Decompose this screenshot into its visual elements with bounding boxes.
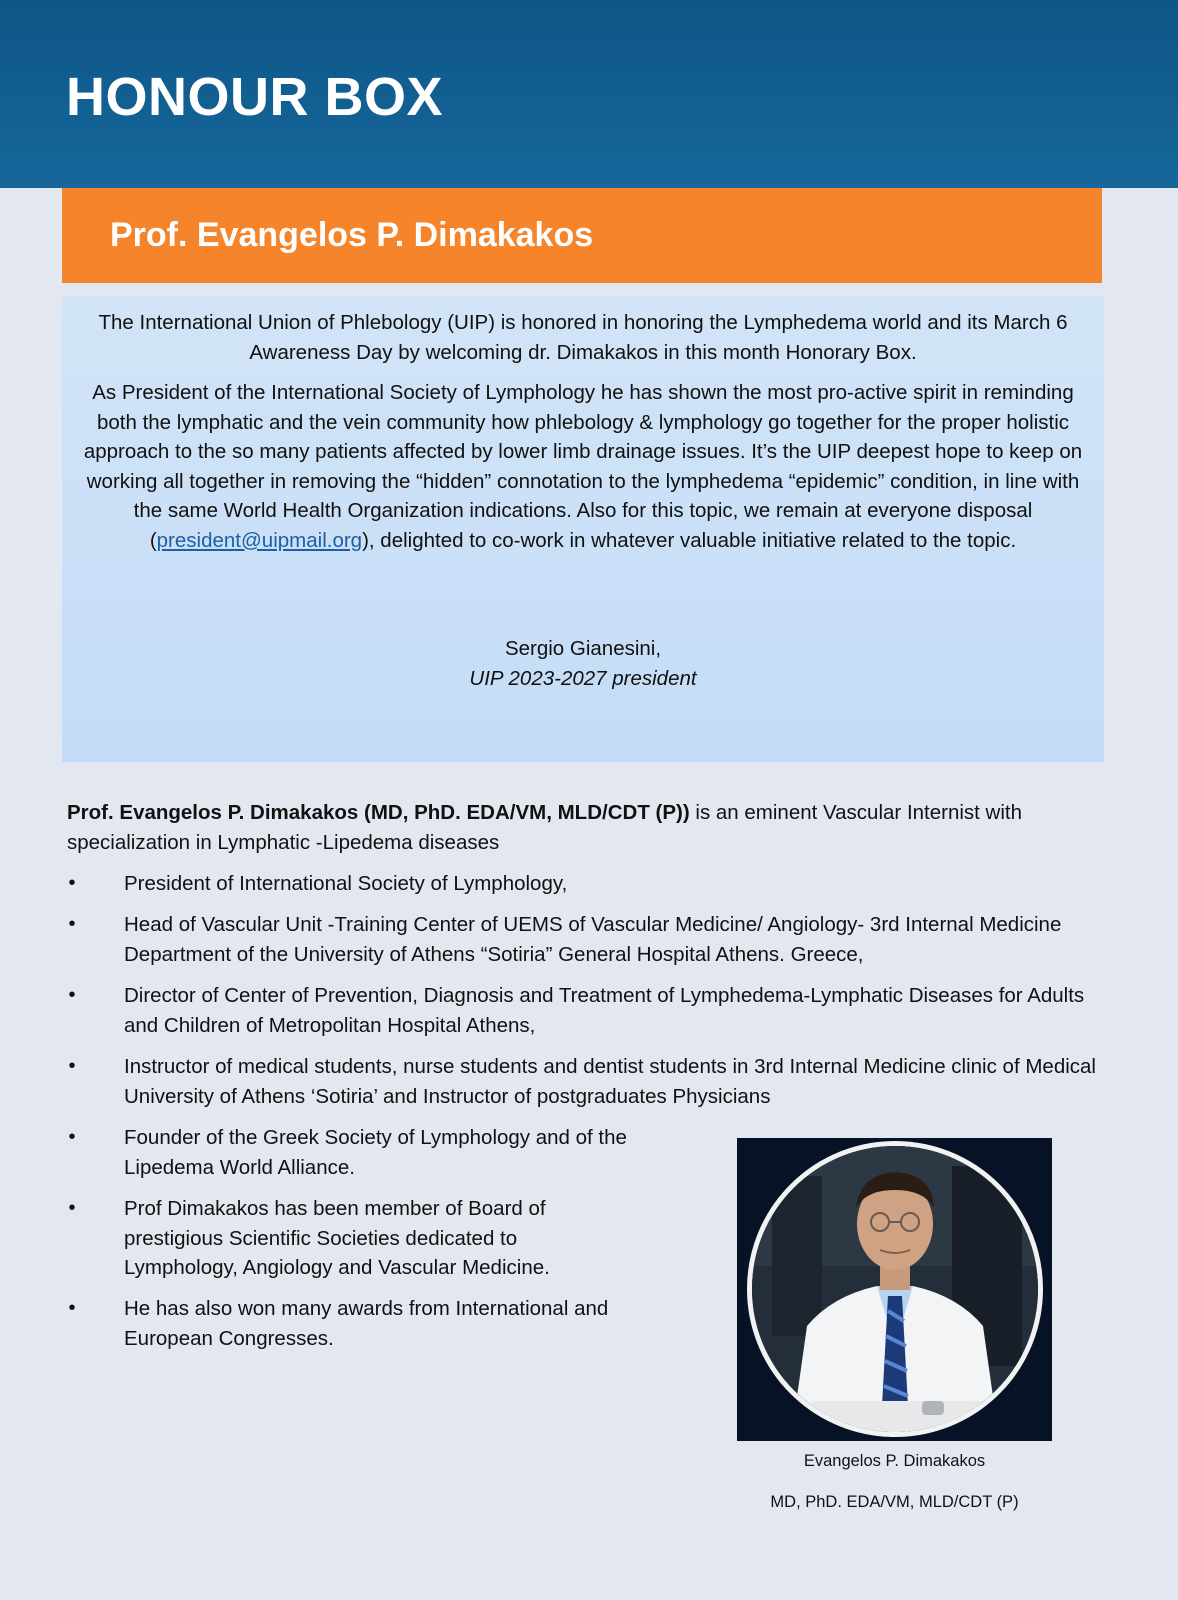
list-item-text: Head of Vascular Unit -Training Center of UEMS of Vascular Medicine/ Angiology- 3rd Internal Medicine Department of the University of Athens “Sotiria” General Hospital Athens. Greece, xyxy=(124,913,1062,966)
honoree-name: Prof. Evangelos P. Dimakakos xyxy=(110,216,594,254)
header-bar xyxy=(0,0,1178,188)
portrait-circle xyxy=(747,1141,1043,1437)
portrait-illustration xyxy=(752,1146,1038,1432)
list-item-text: President of International Society of Lymphology, xyxy=(124,872,568,895)
message-paragraph-1: The International Union of Phlebology (UIP) is honored in honoring the Lymphedema world and its March 6 Awareness Day by welcoming dr. Dimakakos in this month Honorary Box. xyxy=(98,311,1068,364)
bullet-icon: • xyxy=(68,1126,76,1148)
signature xyxy=(62,634,1104,693)
signature-name: Sergio Gianesini, xyxy=(504,637,662,660)
signature-role: UIP 2023-2027 president xyxy=(469,666,697,690)
list-item-text: He has also won many awards from International and European Congresses. xyxy=(124,1297,609,1350)
bio-intro xyxy=(67,798,1107,858)
bio-intro-name: Prof. Evangelos P. Dimakakos (MD, PhD. EDA/VM, MLD/CDT (P)) xyxy=(67,801,690,824)
bio-intro-description: is an eminent Vascular Internist with specialization in Lymphatic -Lipedema diseases xyxy=(67,801,1023,854)
page-title: HONOUR BOX xyxy=(66,67,444,127)
bullet-icon: • xyxy=(68,913,76,935)
message-paragraph-2 xyxy=(72,378,1094,555)
list-item-text: Instructor of medical students, nurse students and dentist students in 3rd Internal Medicine clinic of Medical University of Athens ‘Sotiria’ and Instructor of postgraduates Physicians xyxy=(124,1055,1096,1108)
portrait-photo xyxy=(737,1138,1052,1441)
list-item-text: Prof Dimakakos has been member of Board of prestigious Scientific Societies dedicated to Lymphology, Angiology and Vascular Medicine. xyxy=(124,1197,550,1279)
name-banner xyxy=(62,188,1102,283)
message-text-after-email: ), delighted to co-work in whatever valuable initiative related to the topic. xyxy=(362,528,1017,552)
photo-caption-name: Evangelos P. Dimakakos xyxy=(803,1452,986,1470)
bullet-icon: • xyxy=(68,1055,76,1077)
bullet-icon: • xyxy=(68,1297,76,1319)
list-item-text: Director of Center of Prevention, Diagnosis and Treatment of Lymphedema-Lymphatic Diseases for Adults and Children of Metropolitan Hospital Athens, xyxy=(124,984,1085,1037)
email-link[interactable]: president@uipmail.org xyxy=(156,528,363,552)
photo-caption-credentials: MD, PhD. EDA/VM, MLD/CDT (P) xyxy=(770,1493,1019,1511)
president-message-box xyxy=(62,296,1104,762)
list-item-text: Founder of the Greek Society of Lymphology and of the Lipedema World Alliance. xyxy=(124,1126,627,1179)
bullet-icon: • xyxy=(68,1197,76,1219)
bullet-icon: • xyxy=(68,872,76,894)
message-text-before-email: As President of the International Society of Lymphology he has shown the most pro-active spirit in reminding both the lymphatic and the vein community how phlebology & lymphology go together for the proper holistic approach to the so many patients affected by lower limb drainage issues. It’s the UIP deepest hope to keep on working all together in removing the “hidden” connotation to the lymphedema “epidemic” condition, in line with the same World Health Organization indications. Also for this topic, we remain at everyone disposal ( xyxy=(83,381,1083,552)
bullet-icon: • xyxy=(68,984,76,1006)
